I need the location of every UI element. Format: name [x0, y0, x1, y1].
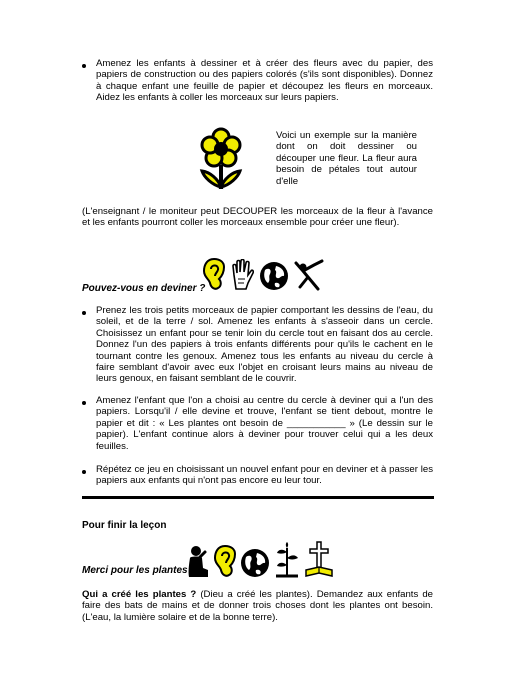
final-question: Qui a créé les plantes ?: [82, 589, 197, 600]
flower-note: Voici un exemple sur la manière dont on doit dessiner ou découper une fleur. La fleur aura besoin de pétales tout autour d'elle: [276, 130, 417, 187]
praying-person-icon: [186, 544, 210, 578]
bullet: [82, 311, 86, 315]
flower-icon: [196, 127, 246, 193]
bullet: [82, 401, 86, 405]
guess-paragraph-3: Répétez ce jeu en choisissant un nouvel enfant pour en deviner et à passer les papiers aux enfants qui n'ont pas encore eu leur tour.: [96, 464, 433, 487]
guess-icons: [203, 257, 326, 291]
final-paragraph: [82, 589, 433, 623]
ear-icon: [214, 544, 236, 578]
bullet: [82, 64, 86, 68]
guess-paragraph-1: Prenez les trois petits morceaux de papier comportant les dessins de l'eau, du soleil, et de la terre / sol. Amenez les enfants à s'asseoir dans un cercle. Choisissez un enfant pour se tenir loin du cercle tout en faisant dos au cercle. Donnez l'un des papiers à trois enfants différents pour qu'ils le cachent en le tournant contre les genoux. Amenez tous les enfants au niveau du cercle à faire semblant d'avoir avec eux l'objet en croisant leurs mains au niveau de leurs genoux, en faisant semblant de le couvrir.: [96, 305, 433, 385]
globe-icon: [240, 548, 270, 578]
cross-bible-icon: [304, 540, 334, 578]
ear-icon: [203, 257, 225, 291]
stretching-person-icon: [294, 259, 326, 291]
globe-icon: [259, 261, 289, 291]
bullet: [82, 470, 86, 474]
teacher-note: (L'enseignant / le moniteur peut DECOUPER les morceaux de la fleur à l'avance et les enfants pourront coller les morceaux ensemble pour créer une fleur).: [82, 206, 433, 229]
final-text: (Dieu a créé les plantes). Demandez aux enfants de faire des bats de mains et de donner trois choses dont les plantes ont besoin. (L'eau, la lumière solaire et de la bonne terre).: [82, 589, 433, 623]
plant-icon: [274, 542, 300, 578]
hand-icon: [230, 259, 254, 291]
guess-heading: Pouvez-vous en deviner ?: [82, 283, 206, 294]
section-divider: [82, 496, 434, 499]
thanks-heading: Merci pour les plantes: [82, 565, 188, 576]
thanks-icons: [186, 540, 334, 578]
finish-heading: Pour finir la leçon: [82, 520, 167, 531]
guess-paragraph-2: Amenez l'enfant que l'on a choisi au centre du cercle à deviner qui a l'un des papiers. Lorsqu'il / elle devine et trouve, l'enfant se tient debout, montre le papier et dit : « Les plantes ont besoin de ___________ » (Le dessin sur le papier). L'enfant continue alors à deviner pour trouver celui qui a les deux feuilles.: [96, 395, 433, 452]
paragraph-draw-flowers: Amenez les enfants à dessiner et à créer des fleurs avec du papier, des papiers de construction ou des papiers colorés (s'ils sont disponibles). Donnez à chaque enfant une feuille de papier et découpez les fleurs en morceaux. Aidez les enfants à coller les morceaux sur leurs papiers.: [96, 58, 433, 104]
